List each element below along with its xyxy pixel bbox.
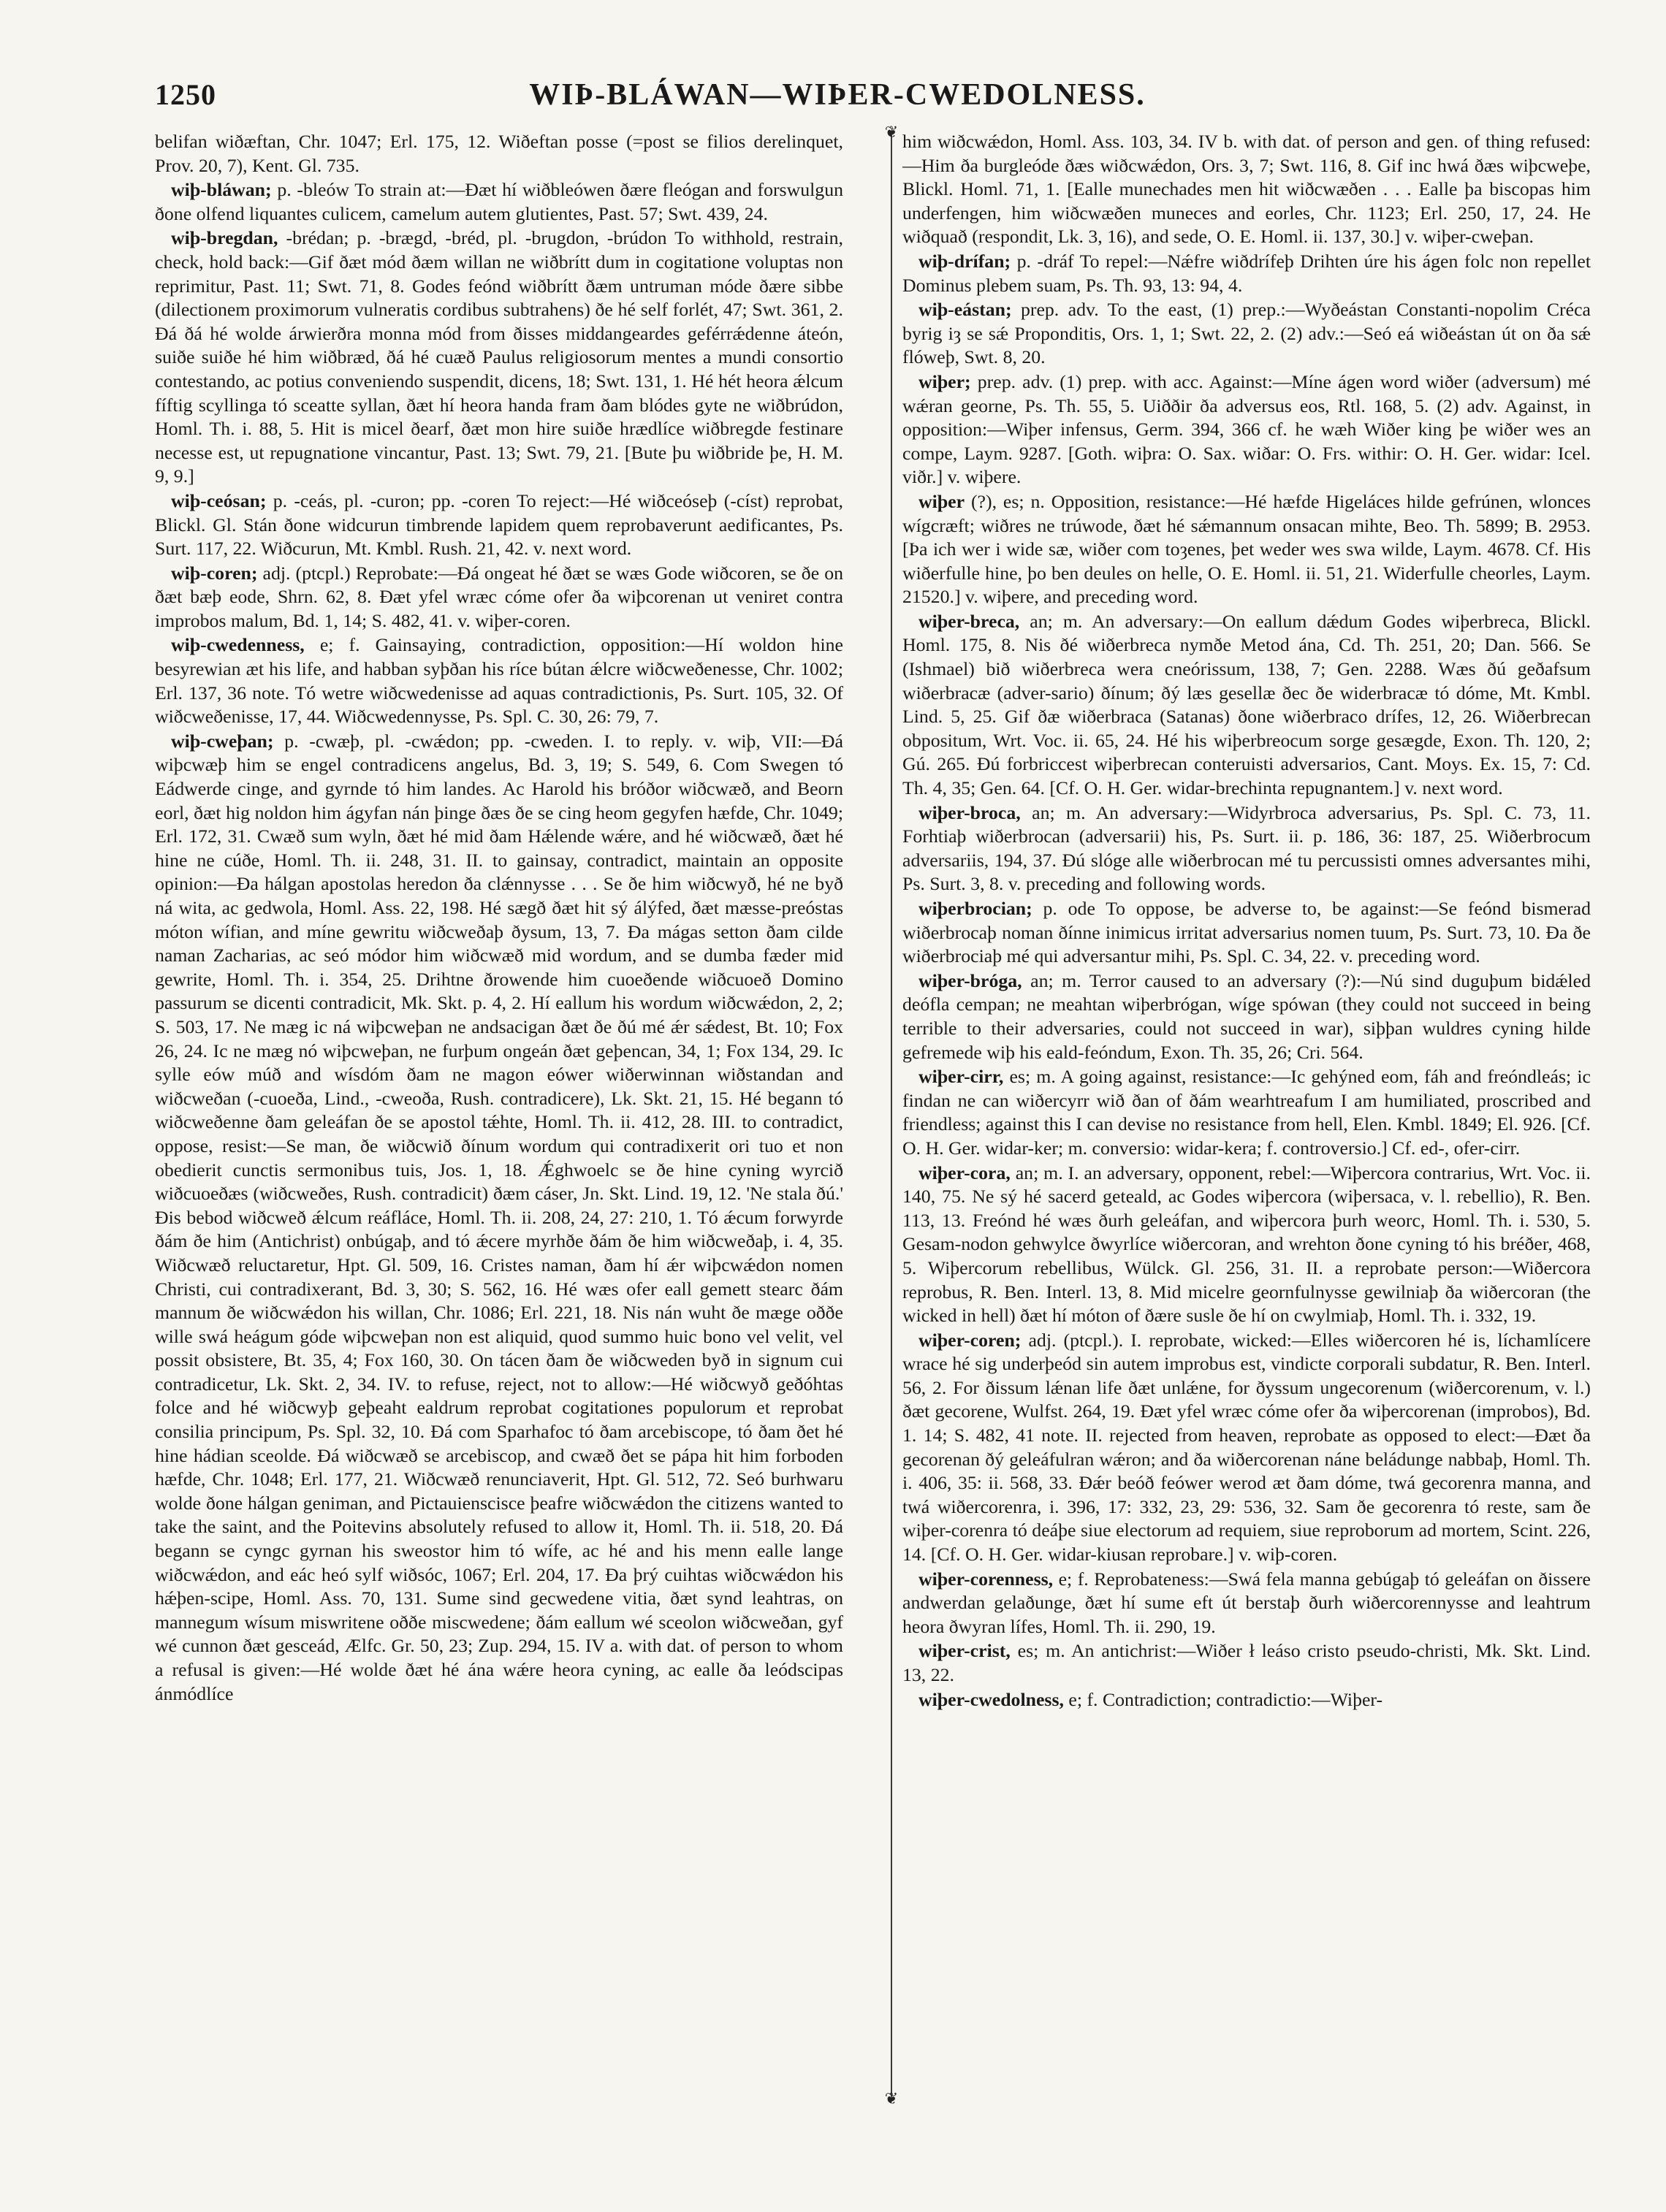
entry-text: p. ode To oppose, be adverse to, be against:—Se feónd bismerad wiðerbrocaþ noman ðínne inimicus irritat adversarius nomen tuum, Ps. Surt. 73, 10. Ða ðe wiðerbrociaþ mé qui adversantur mihi, Ps. Spl. C. 34, 22. v. preceding word. (902, 898, 1591, 967)
dictionary-entry (902, 801, 1591, 896)
dictionary-entry (155, 633, 843, 728)
entry-text: adj. (ptcpl.). I. reprobate, wicked:—Elles wiðercoren hé is, líchamlícere wrace hé sig underþeód sin autem improbus est, vindicte corporali subdatur, R. Ben. Interl. 56, 2. For ðissum lǽnan life ðæt unlǽne, for ðyssum ungecorenum (wiðercorenum, v. l.) ðæt gecorene, Wulfst. 264, 19. Ðæt yfel wræc cóme ofer ða wiþercorenan (improbos), Bd. 1. 14; S. 482, 41 note. II. rejected from heaven, reprobate as opposed to elect:—Ðæt ða gecorenan ðý geleáfulran wǽron; and ða wiðercorenan náne beládunge nabbaþ, Homl. Th. i. 406, 35: ii. 568, 33. Ðǽr beóð feówer werod æt ðam dóme, twá gecorenra manna, and twá wiðercorenra, i. 396, 17: 332, 23, 29: 536, 32. Sam ðe gecorenra tó reste, sam ðe wiþer-corenra tó deáþe siue electorum ad requiem, siue reproborum ad mortem, Scint. 226, 14. [Cf. O. H. Ger. widar-kiusan reprobare.] v. wiþ-coren. (902, 1329, 1591, 1565)
dictionary-entry (902, 298, 1591, 370)
entry-text: p. -ceás, pl. -curon; pp. -coren To reject:—Hé wiðceóseþ (-císt) reprobat, Blickl. Gl. Stán ðone widcurun timbrende lapidem quem reprobaverunt aedificantes, Ps. Surt. 117, 22. Wiðcurun, Mt. Kmbl. Rush. 21, 42. v. next word. (155, 489, 843, 560)
dictionary-entry (155, 562, 843, 633)
dictionary-entry (155, 178, 843, 226)
entry-text: prep. adv. To the east, (1) prep.:—Wyðeástan Constanti-nopolim Créca byrig iȝ se sǽ Proponditis, Ors. 1, 1; Swt. 22, 2. (2) adv.:—Seó eá wiðeástan út on ða sǽ flóweþ, Swt. 8, 20. (902, 299, 1591, 368)
headword: wiþer-cwedolness, (918, 1688, 1064, 1710)
left-column (155, 130, 843, 2102)
divider-ornament-bottom-icon: ❦ (884, 2089, 899, 2108)
headword: wiþ-eástan; (918, 299, 1012, 321)
entry-text: e; f. Gainsaying, contradiction, opposition:—Hí woldon hine besyrewian æt his life, and habban syþðan his ríce bútan ǽlcre wiðcweðenesse, Chr. 1002; Erl. 137, 36 note. Tó wetre wiðcwedenisse ad aquas contradictionis, Ps. Surt. 105, 32. Of wiðcweðenisse, 17, 44. Wiðcwedennysse, Ps. Spl. C. 30, 26: 79, 7. (155, 634, 843, 728)
headword: wiþ-drífan; (918, 250, 1011, 272)
headword: wiþer-bróga, (918, 969, 1022, 991)
entry-text: adj. (ptcpl.) Reprobate:—Ðá ongeat hé ðæt se wæs Gode wiðcoren, se ðe on ðæt bæþ eode, Shrn. 62, 8. Ðæt yfel wræc cóme ofer ða wiþcorenan ut veniret contra improbos malum, Bd. 1, 14; S. 482, 41. v. wiþer-coren. (155, 562, 843, 631)
headword: wiþ-bláwan; (171, 179, 272, 201)
entry-text: e; f. Contradiction; contradictio:—Wiþer- (1063, 1688, 1383, 1710)
dictionary-entry (902, 897, 1591, 969)
headword: wiþerbrocian; (918, 898, 1032, 919)
dictionary-entry (902, 1639, 1591, 1687)
entry-text: es; m. An antichrist:—Wiðer ł leáso cristo pseudo-christi, Mk. Skt. Lind. 13, 22. (902, 1640, 1591, 1685)
entry-text: -brédan; p. -brægd, -bréd, pl. -brugdon, -brúdon To withhold, restrain, check, hold back:—Gif ðæt mód ðæm willan ne wiðbrítt dum in cogitatione voluptas non reprimitur, Past. 11; Swt. 71, 8. Godes feónd wiðbrítt ðæm untruman móde ðære sibbe (dilectionem proximorum vulneratis cordibus subtrahens) ðe hé self forlét, 47; Swt. 361, 2. Ðá ðá hé wolde árwierðra monna mód from ðisses middangeardes geférrǽdenne áteón, suiðe suiðe hé him wiðbræd, ðá hé cuæð Paulus religiosorum mentes a mundi consortio contestando, ac potius conveniendo suspendit, dicens, 18; Swt. 131, 1. Hé hét heora ǽlcum fíftig scyllinga tó sceatte syllan, ðæt hí heora handa fram ðam blódes gyte ne wiðbrúdon, Homl. Th. i. 88, 5. Hit is micel ðearf, ðæt mon hire suiðe hrædlíce wiðbregde festinare necesse est, ut repugnatione vincantur, Past. 13; Swt. 79, 21. [Bute þu wiðbride þe, H. M. 9, 9.] (155, 227, 843, 487)
headword: wiþ-cweþan; (171, 730, 274, 752)
running-title: WIÞ-BLÁWAN—WIÞER-CWEDOLNESS. (529, 78, 1146, 112)
entry-text: (?), es; n. Opposition, resistance:—Hé hæfde Higeláces hilde gefrúnen, wlonces wígcræft; wiðres ne trúwode, ðæt hé sǽmannum onsacan mihte, Beo. Th. 5899; B. 2953. [Þa ich wer i wide sæ, wiðer com toȝenes, þet weder wes swa wilde, Laym. 4678. Cf. His wiðerfulle hine, þo ben deules on helle, O. E. Homl. ii. 51, 21. Widerfulle cheorles, Laym. 21520.] v. wiþere, and preceding word. (902, 490, 1591, 608)
dictionary-entry (902, 1688, 1591, 1712)
dictionary-entry (902, 1162, 1591, 1328)
dictionary-entry (902, 130, 1591, 249)
headword: wiþer-cora, (918, 1162, 1011, 1183)
entry-text: e; f. Reprobateness:—Swá fela manna gebúgaþ tó geleáfan on ðissere andwerdan gelaðunge, ðæt hí sume eft út berstaþ ðurh wiðercorennysse and leahtrum heora ðwyran lífes, Homl. Th. ii. 290, 19. (902, 1568, 1591, 1637)
headword: wiþ-coren; (171, 562, 258, 584)
headword: wiþ-bregdan, (171, 227, 278, 249)
dictionary-entry (155, 489, 843, 561)
entry-text: p. -cwæþ, pl. -cwǽdon; pp. -cweden. I. to reply. v. wiþ, VII:—Ðá wiþcwæþ him se engel contradicens angelus, Bd. 3, 19; S. 549, 6. Com Swegen tó Eádwerde cinge, and gyrnde tó him landes. Ac Harold his bróðor wiðcwæð, and Beorn eorl, ðæt hig noldon him ágyfan nán þinge ðæs ðe se cing heom gegyfen hæfde, Chr. 1049; Erl. 172, 31. Cwæð sum wyln, ðæt hé mid ðam Hǽlende wǽre, and hé wiðcwæð, ðæt hé hine ne cúðe, Homl. Th. ii. 248, 31. II. to gainsay, contradict, maintain an opposite opinion:—Ða hálgan apostolas heredon ða clǽnnysse . . . Se ðe him wiðcwyð, hé ne byð ná wita, ac gedwola, Homl. Ass. 22, 198. Hé sægð ðæt hit sý álýfed, ðæt mæsse-preóstas móton wífian, and míne gewritu wiðcweðaþ ðysum, 13, 7. Ða mágas setton ðam cilde naman Zacharias, ac seó módor him wiðcwæð mid wordum, and se dumba fæder mid gewrite, Homl. Th. i. 354, 25. Drihtne ðrowende him cuoeðende wiðcuoeð Domino passurum se dicenti contradicit, Mk. Skt. p. 4, 2. Hí eallum his wordum wiðcwǽdon, 2, 2; S. 503, 17. Ne mæg ic ná wiþcweþan ne andsacigan ðæt ðe ðú mé ǽr sǽdest, Bt. 10; Fox 26, 24. Ic ne mæg nó wiþcweþan, ne furþum ongeán ðæt geþencan, 34, 1; Fox 134, 29. Ic sylle eów múð and wísdóm ðam ne magon eówer wiðerwinnan wiðstandan and wiðcweðan (-cuoeða, Lind., -cweoða, Rush. contradicere), Lk. Skt. 21, 15. Hé begann tó wiðcweðenne ðam geleáfan ðe se apostol tǽhte, Homl. Th. ii. 412, 28. III. to contradict, oppose, resist:—Se man, ðe wiðcwið ðínum wordum qui contradixerit ori tuo et non obedierit cunctis sermonibus tuis, Jos. 1, 18. Ǽghwoelc se ðe hine cyning wyrcið wiðcuoeðæs (wiðcweðes, Rush. contradicit) ðæm cáser, Jn. Skt. Lind. 19, 12. 'Ne stala ðú.' Ðis bebod wiðcweð ǽlcum reáfláce, Homl. Th. ii. 208, 24, 27: 210, 1. Tó ǽcum forwyrde ðám ðe him (Antichrist) onbúgaþ, and tó ǽcere myrhðe ðám ðe him wiðcweðaþ, i. 4, 35. Wiðcwæð reluctaretur, Hpt. Gl. 509, 16. Cristes naman, ðam hí ǽr wiþcwǽdon nomen Christi, cui contradixerant, Bd. 3, 30; S. 562, 16. Hé wæs ofer eall gemett stearc ðám mannum ðe wiðcwǽdon his willan, Chr. 1086; Erl. 221, 18. Nis nán wuht ðe mæge oððe wille swá heágum góde wiþcweþan non est aliquid, quod summo huic bono vel velit, vel possit obsistere, Bt. 35, 4; Fox 160, 30. On tácen ðam ðe wiðcweden byð in signum cui contradicetur, Lk. Skt. 2, 34. IV. to refuse, reject, not to allow:—Hé wiðcwyð geðóhtas folce and hé wiðcwyþ geþeaht ealdrum reprobat cogitationes populorum et reprobat consilia principum, Ps. Spl. 32, 10. Ðá com Sparhafoc tó ðam arcebiscope, tó ðam ðet hé hine hádian sceolde. Ðá wiðcwæð se arcebiscop, and cwæð ðet se pápa hit him forboden hæfde, Chr. 1048; Erl. 177, 21. Wiðcwæð renunciaverit, Hpt. Gl. 512, 72. Seó burhwaru wolde ðone hálgan geniman, and Pictauiensciscе þeafrе wiðcwǽdon the citizens wanted to take the saint, and the Poitevins absolutely refused to allow it, Homl. Th. ii. 518, 20. Ðá begann se cyngc gyrnan his sweostor him tó wífe, ac hé and his menn ealle lange wiðcwǽdon, and eác heó sylf wiðsóc, 1067; Erl. 204, 17. Ða þrý cuihtas wiðcwǽdon his hǽþen-scipe, Homl. Ass. 70, 131. Sume sind gecwedene vitia, ðæt synd leahtras, on mannegum wísum miswritene oððe miscwedene; ðám eallum wé sceolon wiðcweðan, gyf wé cunnon ðæt gesceád, Ælfc. Gr. 50, 23; Zup. 294, 15. IV a. with dat. of person to whom a refusal is given:—Hé wolde ðæt hé ána wǽre heora cyning, ac ealle ða leódscipas ánmódlíce (155, 730, 843, 1704)
right-column (902, 130, 1591, 2102)
headword: wiþer-breca, (918, 610, 1020, 632)
headword: wiþer-broca, (918, 801, 1021, 823)
headword: wiþer-corenness, (918, 1568, 1054, 1590)
dictionary-entry (155, 226, 843, 489)
headword: wiþ-ceósan; (171, 489, 267, 511)
dictionary-entry (902, 969, 1591, 1064)
dictionary-entry (902, 1568, 1591, 1639)
entry-text: p. -dráf To repel:—Nǽfre wiðdrífeþ Drihten úre his ágen folc non repellet Dominus plebem suam, Ps. Th. 93, 13: 94, 4. (902, 250, 1591, 296)
entry-text: an; m. I. an adversary, opponent, rebel:—Wiþercora contrarius, Wrt. Voc. ii. 140, 75. Ne sý hé sacerd geteald, ac Godes wiþercora (wiþersaca, v. l. rebellio), R. Ben. 113, 13. Freónd hé wæs ðurh geleáfan, and wiþercora þurh weorc, Homl. Th. i. 530, 5. Gesam-nodon gehwylce ðwyrlíce wiðercoran, and wrehton ðone cyning tó his bréðer, 468, 5. Wiþercorum rebellibus, Wülck. Gl. 256, 31. II. a reprobate person:—Wiðercora reprobus, R. Ben. Interl. 13, 8. Mid micelre geornfulnysse gewilniaþ ða wiðercoran (the wicked in hell) ðæt hí móton of ðære susle ðe hí on cwylmiaþ, Homl. Th. i. 332, 19. (902, 1162, 1591, 1327)
page-header (155, 77, 1520, 117)
dictionary-entry (902, 1329, 1591, 1567)
headword: wiþ-cwedenness, (171, 634, 305, 656)
headword: wiþer (918, 490, 965, 512)
divider-ornament-top-icon: ❦ (884, 123, 899, 141)
headword: wiþer-cirr, (918, 1066, 1004, 1088)
entry-text: an; m. An adversary:—Widyrbroca adversarius, Ps. Spl. C. 73, 11. Forhtiaþ wiðerbrocan (adversarii) his, Ps. Surt. ii. p. 186, 36: 187, 25. Wiðerbrocum adversariis, 194, 37. Ðú slóge alle wiðerbrocan mé tu percussisti omnes adversantes mihi, Ps. Surt. 3, 8. v. preceding and following words. (902, 801, 1591, 895)
dictionary-entry (155, 130, 843, 178)
column-divider (891, 131, 892, 2097)
entry-text: an; m. Terror caused to an adversary (?):—Nú sind duguþum bidǽled deófla cempan; ne meahtan wiþerbrógan, wíge spówan (they could not succeed in being terrible to their adversaries, could not succeed in war), siþþan wuldres cyning hilde gefremede wiþ his eald-feóndum, Exon. Th. 35, 26; Cri. 564. (902, 969, 1591, 1063)
headword: wiþer-crist, (918, 1640, 1011, 1662)
entry-text: p. -bleów To strain at:—Ðæt hí wiðbleówen ðære fleógan and forswulgun ðone olfend liquantes culicem, camelum autem glutientes, Past. 57; Swt. 439, 24. (155, 179, 843, 224)
dictionary-entry (902, 370, 1591, 489)
dictionary-entry (902, 610, 1591, 801)
entry-text: es; m. A going against, resistance:—Ic gehýned eom, fáh and freóndleás; ic findan ne can wiðercyrr wið ðan of ðám wearhtreafum I am humiliated, proscribed and friendless; against this I can devise no resistance from hell, Elen. Kmbl. 1849; El. 926. [Cf. O. H. Ger. widar-ker; m. conversio: widar-kera; f. controversio.] Cf. ed-, ofer-cirr. (902, 1066, 1591, 1159)
entry-text: belifan wiðæftan, Chr. 1047; Erl. 175, 12. Wiðeftan posse (=post se filios derelinquet, Prov. 20, 7), Kent. Gl. 735. (155, 131, 843, 176)
dictionary-entry (902, 250, 1591, 297)
entry-text: an; m. An adversary:—On eallum dǽdum Godes wiþerbreca, Blickl. Homl. 175, 8. Nis ðé wiðerbreca nymðe Metod ána, Cd. Th. 251, 20; Dan. 566. Se (Ishmael) bið wiðerbreca wera cneórissum, 138, 7; Gen. 2288. Wæs ðú geðafsum wiðerbracæ (adver-sario) ðínum; ðý læs gesellæ ðec ðe widerbracæ tó dóme, Mt. Kmbl. Lind. 5, 25. Gif ðæ wiðerbraca (Satanas) ðone wiðerbraco drífes, 12, 26. Wiðerbrecan obpositum, Wrt. Voc. ii. 65, 24. Hé his wiþerbreocum sorge gesægde, Exon. Th. 120, 2; Gú. 265. Ðú forbriccest wiþerbrecan conteruisti adversarios, Cant. Moys. Ex. 15, 7: Cd. Th. 4, 35; Gen. 64. [Cf. O. H. Ger. widar-brechinta repugnantem.] v. next word. (902, 610, 1591, 799)
dictionary-entry (155, 730, 843, 1706)
entry-text: prep. adv. (1) prep. with acc. Against:—Míne ágen word wiðer (adversum) mé wǽran georne, Ps. Th. 55, 5. Uiððir ða adversus eos, Rtl. 168, 5. (2) adv. Against, in opposition:—Wiþer infensus, Germ. 394, 366 cf. he wæh Wiðer king þe wiðer wes an compe, Laym. 9287. [Goth. wiþra: O. Sax. wiðar: O. Frs. withir: O. H. Ger. widar: Icel. viðr.] v. wiþere. (902, 370, 1591, 488)
dictionary-entry (902, 490, 1591, 609)
dictionary-entry (902, 1065, 1591, 1160)
page-number: 1250 (155, 78, 216, 111)
headword: wiþer; (918, 370, 971, 392)
headword: wiþer-coren; (918, 1329, 1022, 1351)
entry-text: him wiðcwǽdon, Homl. Ass. 103, 34. IV b. with dat. of person and gen. of thing refused:—Him ða burgleóde ðæs wiðcwǽdon, Ors. 3, 7; Swt. 116, 8. Gif inc hwá ðæs wiþcweþe, Blickl. Homl. 71, 1. [Ealle munechades men hit wiðcwæðen . . . Ealle þa biscopas him underfengen, him wiðcwæðen muneces and eorles, Chr. 1123; Erl. 250, 17, 24. He wiðquað (respondit, Lk. 3, 16), and sede, O. E. Homl. ii. 137, 30.] v. wiþer-cweþan. (902, 131, 1591, 248)
